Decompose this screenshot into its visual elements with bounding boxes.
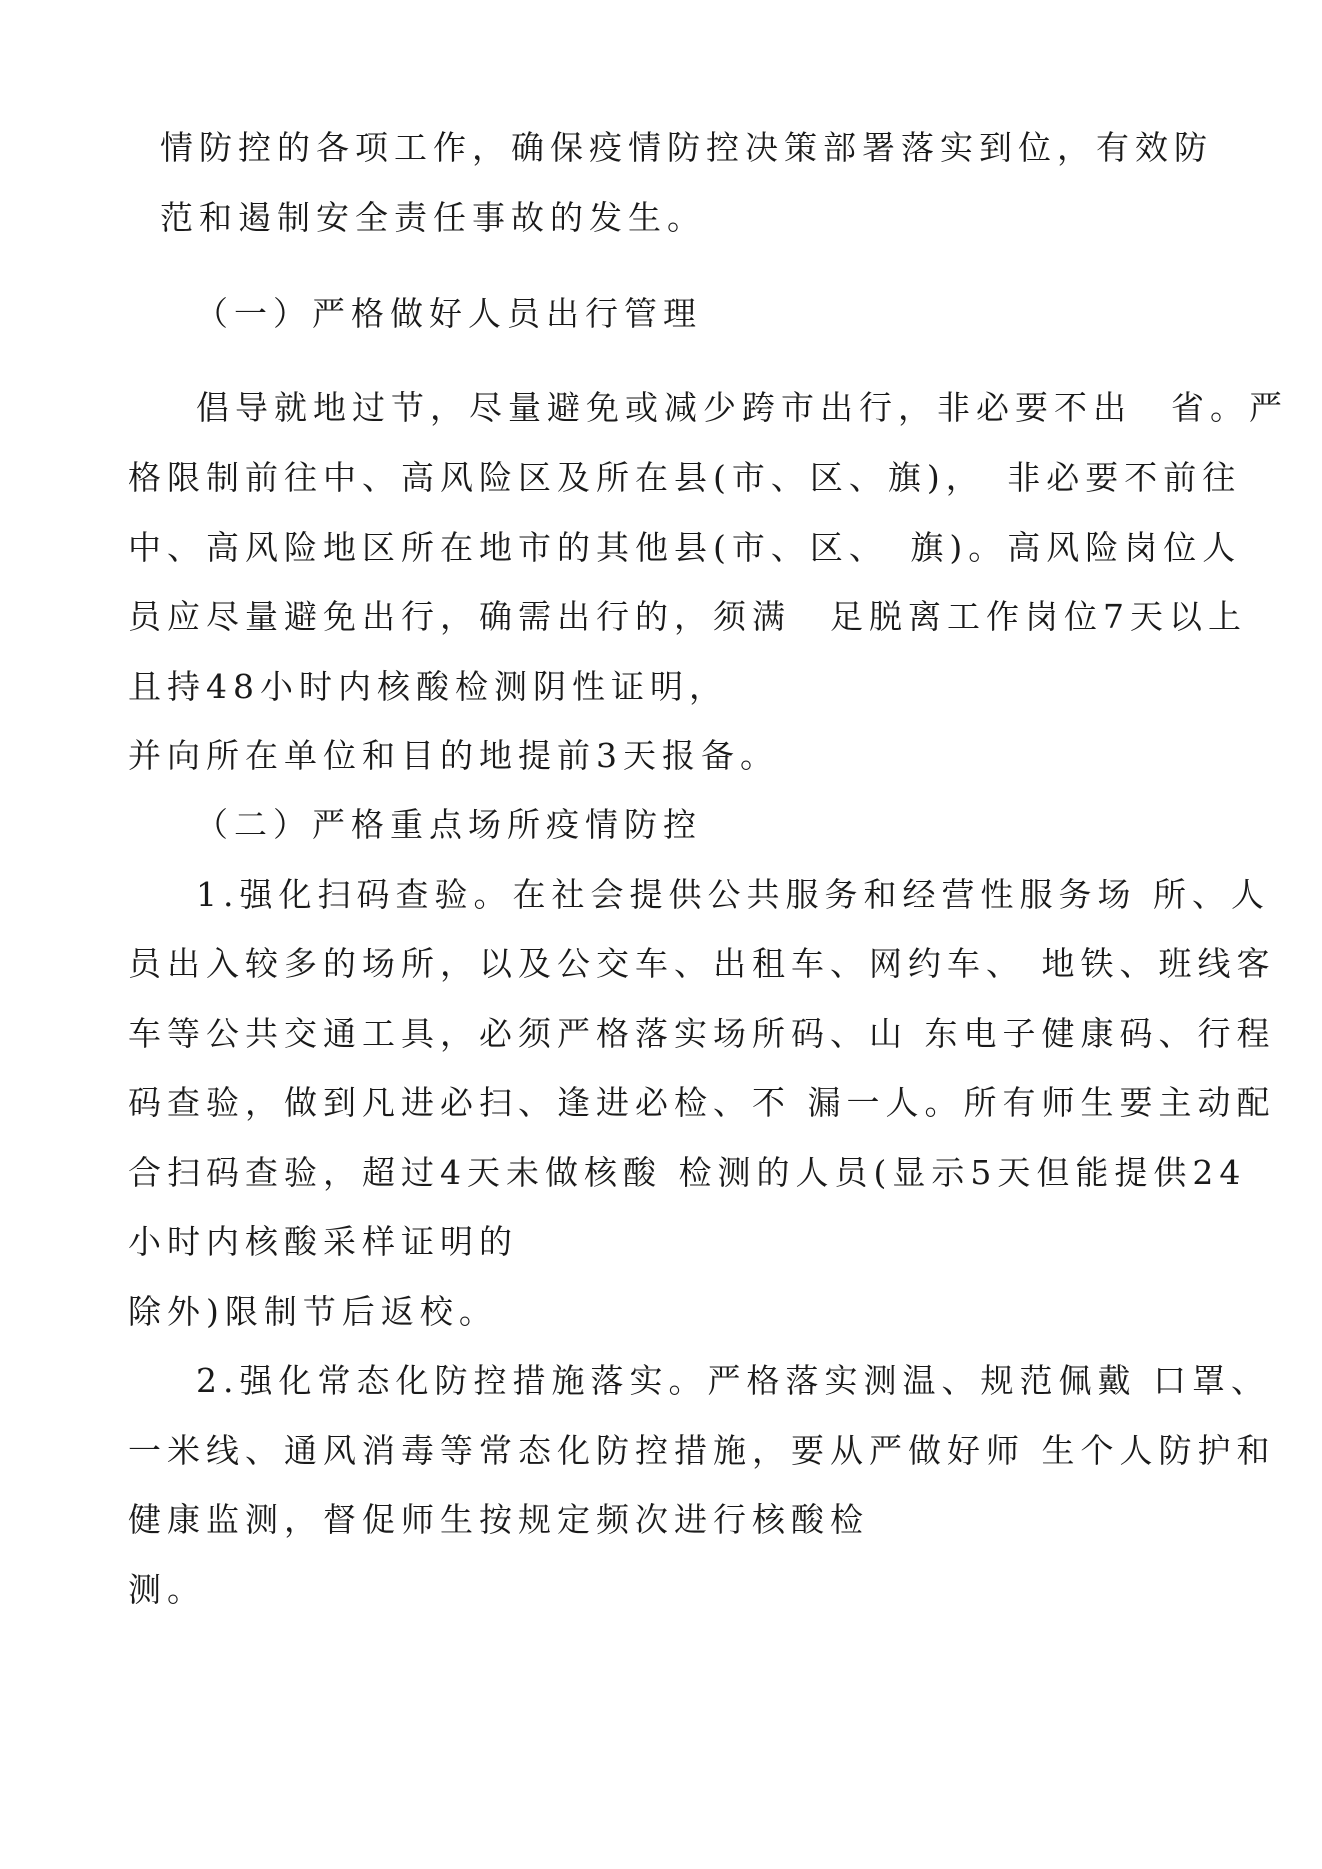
- section-heading: （二）严格重点场所疫情防控: [195, 805, 702, 844]
- text-line: 合扫码查验，超过4天未做核酸 检测的人员(显示5天但能提供24: [128, 1153, 1247, 1192]
- text-line: 格限制前往中、高风险区及所在县(市、区、旗)， 非必要不前往: [128, 458, 1242, 497]
- text-line: 一米线、通风消毒等常态化防控措施，要从严做好师 生个人防护和: [128, 1431, 1276, 1470]
- text-line: 2.强化常态化防控措施落实。严格落实测温、规范佩戴 口罩、: [196, 1361, 1270, 1400]
- text-line: 码查验，做到凡进必扫、逢进必检、不 漏一人。所有师生要主动配: [128, 1083, 1276, 1122]
- text-line: 中、高风险地区所在地市的其他县(市、区、 旗)。高风险岗位人: [128, 528, 1242, 567]
- text-line: 并向所在单位和目的地提前3天报备。: [128, 736, 779, 775]
- text-line: 除外)限制节后返校。: [128, 1292, 498, 1331]
- text-line: 1.强化扫码查验。在社会提供公共服务和经营性服务场 所、人: [196, 875, 1270, 914]
- text-line: 且持48小时内核酸检测阴性证明，: [128, 667, 728, 706]
- text-line: 范和遏制安全责任事故的发生。: [160, 198, 706, 237]
- section-heading: （一）严格做好人员出行管理: [195, 294, 702, 333]
- text-line: 测。: [128, 1570, 206, 1609]
- text-line: 倡导就地过节，尽量避免或减少跨市出行，非必要不出 省。严: [196, 388, 1288, 427]
- text-line: 员出入较多的场所，以及公交车、出租车、网约车、 地铁、班线客: [128, 944, 1276, 983]
- text-line: 员应尽量避免出行，确需出行的，须满 足脱离工作岗位7天以上: [128, 597, 1247, 636]
- text-line: 健康监测，督促师生按规定频次进行核酸检: [128, 1500, 869, 1539]
- text-line: 车等公共交通工具，必须严格落实场所码、山 东电子健康码、行程: [128, 1014, 1276, 1053]
- text-line: 小时内核酸采样证明的: [128, 1222, 518, 1261]
- text-line: 情防控的各项工作，确保疫情防控决策部署落实到位，有效防: [160, 128, 1213, 167]
